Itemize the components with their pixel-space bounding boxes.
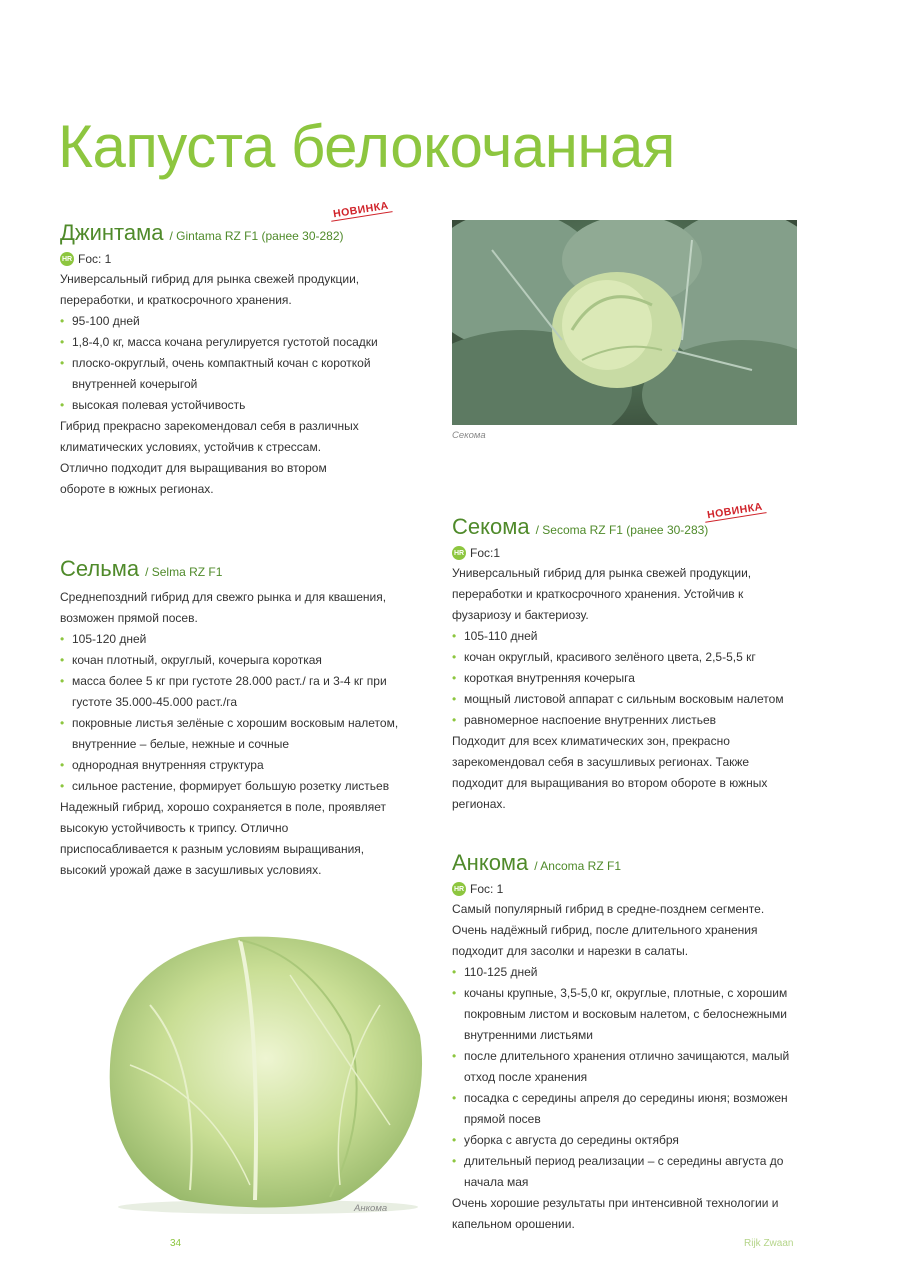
variety-ancoma xyxy=(452,850,812,1235)
variety-outro: Гибрид прекрасно зарекомендовал себя в различных климатических условиях, устойчив к стрессам. Отлично подходит для выращивания во втором обороте в южных регионах. xyxy=(60,419,359,496)
feature-list xyxy=(60,311,410,416)
list-item: • 105-110 дней xyxy=(452,626,812,647)
feature-list xyxy=(452,626,812,731)
list-item: • масса более 5 кг при густоте 28.000 раст./ га и 3-4 кг при густоте 35.000-45.000 раст./га xyxy=(60,671,407,713)
variety-heading xyxy=(452,500,812,540)
list-item: • длительный период реализации – с середины августа до начала мая xyxy=(452,1151,804,1193)
feature-list xyxy=(60,629,410,797)
list-item: • сильное растение, формирует большую розетку листьев xyxy=(60,776,410,797)
variety-subtitle: / Gintama RZ F1 (ранее 30-282) xyxy=(169,229,344,243)
variety-name: Джинтама xyxy=(60,220,164,245)
variety-heading xyxy=(452,850,812,876)
list-item: • однородная внутренняя структура xyxy=(60,755,410,776)
list-item: • уборка с августа до середины октября xyxy=(452,1130,812,1151)
variety-intro: Самый популярный гибрид в средне-позднем сегменте. Очень надёжный гибрид, после длительного хранения подходит для засолки и нарезки в салаты. xyxy=(452,902,765,958)
hr-icon: HR xyxy=(60,252,74,266)
photo-caption: Анкома xyxy=(354,1203,388,1214)
list-item: • мощный листовой аппарат с сильным восковым налетом xyxy=(452,689,809,710)
variety-subtitle: / Secoma RZ F1 (ранее 30-283) xyxy=(535,523,709,537)
list-item: • кочан плотный, округлый, кочерыга короткая xyxy=(60,650,410,671)
variety-name: Анкома xyxy=(452,850,529,875)
variety-name: Секома xyxy=(452,514,530,539)
list-item: • плоско-округлый, очень компактный кочан с короткой внутренней кочерыгой xyxy=(60,353,387,395)
list-item: • 105-120 дней xyxy=(60,629,410,650)
variety-selma xyxy=(60,556,420,881)
variety-intro: Универсальный гибрид для рынка свежей продукции, переработки и краткосрочного хранения. Устойчив к фузариозу и бактериозу. xyxy=(452,566,752,622)
resistance-line xyxy=(452,882,812,896)
list-item: • посадка с середины апреля до середины июня; возможен прямой посев xyxy=(452,1088,814,1130)
list-item: • 95-100 дней xyxy=(60,311,410,332)
list-item: • после длительного хранения отлично зачищаются, малый отход после хранения xyxy=(452,1046,799,1088)
resistance-line xyxy=(60,252,430,266)
resistance-text: Foc: 1 xyxy=(470,882,504,896)
secoma-photo xyxy=(452,220,797,425)
list-item: • 1,8-4,0 кг, масса кочана регулируется густотой посадки xyxy=(60,332,410,353)
variety-outro: Очень хорошие результаты при интенсивной технологии и капельном орошении. xyxy=(452,1196,779,1231)
list-item: • кочан округлый, красивого зелёного цвета, 2,5-5,5 кг xyxy=(452,647,812,668)
variety-gintama xyxy=(60,199,430,500)
list-item: • равномерное наспоение внутренних листьев xyxy=(452,710,812,731)
resistance-line xyxy=(452,546,812,560)
photo-caption: Секома xyxy=(452,430,486,441)
resistance-text: Foc:1 xyxy=(470,546,501,560)
list-item: • 110-125 дней xyxy=(452,962,812,983)
variety-outro: Подходит для всех климатических зон, прекрасно зарекомендовал себя в засушливых регионах. Также подходит для выращивания во втором обороте в южных регионах. xyxy=(452,734,768,811)
variety-subtitle: / Selma RZ F1 xyxy=(145,565,223,579)
page-title: Капуста белокочанная xyxy=(58,113,675,180)
list-item: • покровные листья зелёные с хорошим восковым налетом, внутренние – белые, нежные и сочные xyxy=(60,713,417,755)
list-item: • высокая полевая устойчивость xyxy=(60,395,410,416)
variety-subtitle: / Ancoma RZ F1 xyxy=(534,859,621,873)
list-item: • короткая внутренняя кочерыга xyxy=(452,668,812,689)
variety-intro: Универсальный гибрид для рынка свежей продукции, переработки, и краткосрочного хранения. xyxy=(60,272,360,307)
hr-icon: HR xyxy=(452,546,466,560)
hr-icon: HR xyxy=(452,882,466,896)
new-badge: НОВИНКА xyxy=(329,199,392,222)
page-number: 34 xyxy=(170,1238,182,1249)
brand-name: Rijk Zwaan xyxy=(744,1238,794,1249)
resistance-text: Foc: 1 xyxy=(78,252,112,266)
feature-list xyxy=(452,962,812,1193)
list-item: • кочаны крупные, 3,5-5,0 кг, округлые, плотные, с хорошим покровным листом и восковым налетом, с белоснежными внутренними листьями xyxy=(452,983,814,1046)
variety-name: Сельма xyxy=(60,556,140,581)
variety-outro: Надежный гибрид, хорошо сохраняется в поле, проявляет высокую устойчивость к трипсу. Отлично приспосабливается к разным условиям выращивания, высокий урожай даже в засушливых условиях. xyxy=(60,800,387,877)
variety-heading xyxy=(60,199,430,246)
variety-heading xyxy=(60,556,420,582)
cabbage-head-image xyxy=(90,915,440,1215)
new-badge: НОВИНКА xyxy=(703,500,766,523)
variety-intro: Среднепоздний гибрид для свежго рынка и для квашения, возможен прямой посев. xyxy=(60,590,387,625)
cabbage-plant-image xyxy=(452,220,797,425)
variety-secoma xyxy=(452,500,812,815)
